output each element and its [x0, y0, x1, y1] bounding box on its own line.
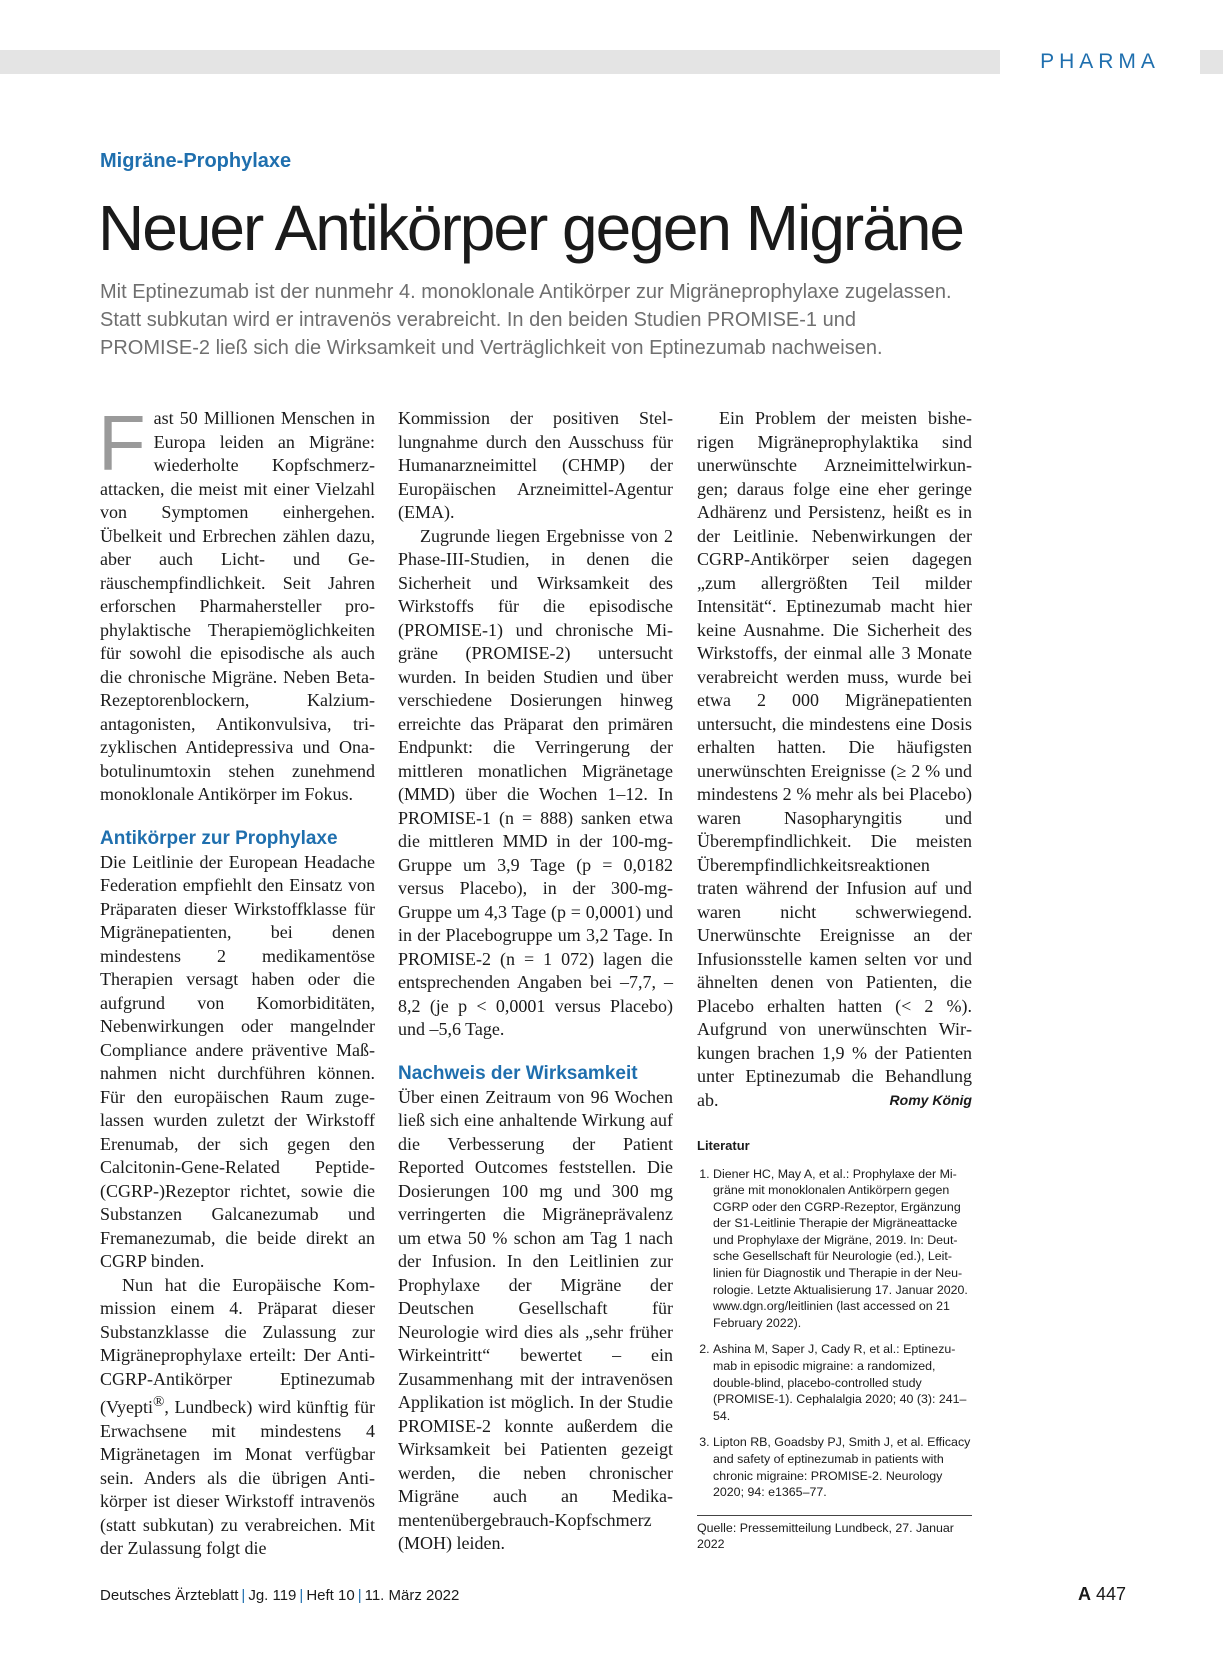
journal-name: Deutsches Ärzteblatt [100, 1587, 239, 1604]
paragraph-safety-text: Ein Problem der meisten bisherigen Migräneprophylaktika sind unerwünschte Arzneimittelwirkungen; daraus folge eine eher geringe Adhärenz und Persistenz, heißt es in der Leitlinie. Nebenwirkungen der CGRP-Antikörper seien dagegen „zum allergrößten Teil milder Intensität“. Eptinezumab macht hier keine Ausnahme. Die Sicherheit des Wirkstoffs, der einmal alle 3 Monate verabreicht werden muss, wurde bei etwa 2 000 Migränepatienten untersucht, die mindestens eine Dosis erhalten hatten. Die häufigsten unerwünschten Ereignisse (≥ 2 % und mindestens 2 % mehr als bei Placebo) waren Nasopharyngitis und Überempfindlichkeit. Die meisten Überempfindlichkeitsreaktionen traten während der Infusion auf und waren nicht schwerwiegend. Unerwünschte Ereignisse an der Infusionsstelle kamen selten vor und ähnelten denen von Patienten, die Placebo erhalten hatten (< 2 %). Aufgrund von unerwünschten Wirkungen brachen 1,9 % der Patienten unter Eptinezumab die Behandlung ab. [697, 408, 972, 1110]
literature-item: 3. Lipton RB, Goadsby PJ, Smith J, et al. Efficacy and safety of eptinezumab in patients with chronic migraine: PROMISE-2. Neurology 2020; 94: e1365–77. [713, 1434, 972, 1500]
page-number-value: 447 [1096, 1584, 1127, 1604]
column-1 [98, 399, 375, 1561]
literature-item: 2. Ashina M, Saper J, Cady R, et al.: Eptinezumab in episodic migraine: a randomized, double-blind, placebo-controlled study (PROMISE-1). Cephalalgia 2020; 40 (3): 241–54. [713, 1341, 972, 1424]
footer-separator: | [299, 1587, 304, 1604]
footer-citation [100, 1587, 459, 1604]
source-note: Quelle: Pressemitteilung Lundbeck, 27. Januar 2022 [697, 1515, 972, 1553]
column-3 [697, 407, 972, 1553]
paragraph-studies: Zugrunde liegen Ergebnisse von 2 Phase-III-Studien, in denen die Sicherheit und Wirksamkeit des Wirkstoffs für die episodische (PROMISE-1) und chronische Migräne (PROMISE-2) untersucht wurden. In beiden Studien und über verschiedene Dosierungen hinweg erreichte das Präparat den primären Endpunkt: die Verringerung der mittleren monatlichen Migränetage (MMD) über die Wochen 1–12. In PROMISE-1 (n = 888) sanken etwa die mittleren MMD in der 100-mg-Gruppe um 3,9 Tage (p = 0,0182 versus Placebo), in der 300-mg-Gruppe um 4,3 Tage (p = 0,0001) und in der Placebogruppe um 3,2 Tage. In PROMISE-2 (n = 1 072) lagen die entsprechenden Angaben bei –7,7, –8,2 (je p < 0,0001 versus Placebo) und –5,6 Tage. [398, 525, 673, 1039]
article-title: Neuer Antikörper gegen Migräne [98, 192, 963, 264]
literature-item: 1. Diener HC, May A, et al.: Prophylaxe der Migräne mit monoklonalen Antikörpern gegen CGRP oder den CGRP-Rezeptor, Ergänzung der S1-Leitlinie Therapie der Migräneattacke und Prophylaxe der Migräne, 2019. In: Deutsche Gesellschaft für Neurologie (ed.), Leitlinien für Diagnostik und Therapie in der Neurologie. Letzte Aktualisierung 17. Januar 2020. www.dgn.org/leitlinien (last accessed on 21 February 2022). [713, 1166, 972, 1332]
literature-heading: Literatur [697, 1138, 750, 1153]
subheading-wirksamkeit: Nachweis der Wirksamkeit [398, 1062, 638, 1084]
paragraph-guideline: Die Leitlinie der European Headache Federation empfiehlt den Einsatz von Präparaten dieser Wirkstoffklasse für Migränepatienten, bei denen mindestens 2 medikamentöse Therapien versagt haben oder die aufgrund von Komorbiditäten, Nebenwirkungen oder mangelnder Compliance andere präventive Maßnahmen nicht durchführen können. Für den europäischen Raum zugelassen wurden zuletzt der Wirkstoff Erenumab, der sich gegen den Calcitonin-Gene-Related Peptide-(CGRP-)Rezeptor richtet, sowie die Substanzen Galcanezumab und Fremanezumab, die beide direkt an CGRP binden. [100, 851, 375, 1271]
footer-separator: | [357, 1587, 362, 1604]
paragraph-efficacy: Über einen Zeitraum von 96 Wochen ließ sich eine anhaltende Wirkung auf die Verbesserung der Patient Reported Outcomes feststellen. Die Dosierungen 100 mg und 300 mg verringerten die Migräneprävalenz um etwa 50 % schon am Tag 1 nach der Infusion. In den Leitlinien zur Prophylaxe der Migräne der Deutschen Gesellschaft für Neurologie wird dies als „sehr früher Wirkeintritt“ bewertet – ein Zusammenhang mit der intravenösen Applikation ist möglich. In der Studie PROMISE-2 konnte außerdem die Wirksamkeit bei Patienten gezeigt werden, die neben chronischer Migräne auch an Medikamentenübergebrauch-Kopfschmerz (MOH) leiden. [398, 1086, 673, 1553]
page-prefix: A [1078, 1584, 1091, 1604]
paragraph-approval [100, 1274, 375, 1561]
section-label: PHARMA [1000, 46, 1200, 78]
footer-separator: | [241, 1587, 246, 1604]
drop-cap: F [98, 399, 146, 487]
literature-list [697, 1166, 972, 1501]
column-2 [398, 407, 673, 1556]
paragraph-approval-text-a: Nun hat die Europäische Kommission einem 4. Präparat dieser Substanzklasse die Zulassung zur Migräneprophylaxe erteilt: Der Anti-CGRP-Antikörper Eptinezumab (Vyepti [100, 1274, 375, 1417]
author-name: Romy König [889, 1091, 972, 1108]
paragraph-intro [98, 399, 375, 807]
paragraph-chmp: Kommission der positiven Stellungnahme durch den Ausschuss für Humanarzneimittel (CHMP) der Europäischen Arzneimittel-Agentur (EMA). [398, 408, 673, 522]
issue-date: 11. März 2022 [364, 1587, 460, 1604]
page-number [1078, 1584, 1127, 1605]
paragraph-approval-text-b: , Lundbeck) wird künftig für Erwachsene mit mindestens 4 Migränetagen im Monat verfügbar sein. Anders als die übrigen Antikörper ist dieser Wirkstoff intravenös (statt subkutan) zu verabreichen. Mit der Zulassung folgt die [100, 1397, 375, 1558]
lead-paragraph: Mit Eptinezumab ist der nunmehr 4. monoklonale Antikörper zur Migräneprophylaxe zugelassen. Statt subkutan wird er intravenös verabreicht. In den beiden Studien PROMISE-1 und PROMISE-2 ließ sich die Wirksamkeit und Verträglichkeit von Eptinezumab nachweisen. [100, 281, 952, 359]
subheading-prophylaxe: Antikörper zur Prophylaxe [100, 827, 338, 849]
kicker: Migräne-Prophylaxe [100, 150, 292, 172]
paragraph-safety [697, 407, 972, 1112]
issue: Heft 10 [306, 1587, 355, 1604]
registered-mark: ® [153, 1394, 165, 1410]
volume: Jg. 119 [248, 1587, 297, 1604]
paragraph-intro-text: ast 50 Millionen Menschen in Europa leiden an Migräne: wiederholte Kopfschmerzattacken, die meist mit einer Vielzahl von Symptomen einhergehen. Übelkeit und Erbrechen zählen dazu, aber auch Licht- und Geräuschempfindlichkeit. Seit Jahren erforschen Pharmahersteller prophylaktische Therapiemöglichkeiten für sowohl die episodische als auch die chronische Migräne. Neben Beta-Rezeptorenblockern, Kalziumantagonisten, Antikonvulsiva, trizyklischen Antidepressiva und Onabotulinumtoxin stehen zunehmend monoklonale Antikörper im Fokus. [100, 408, 375, 804]
